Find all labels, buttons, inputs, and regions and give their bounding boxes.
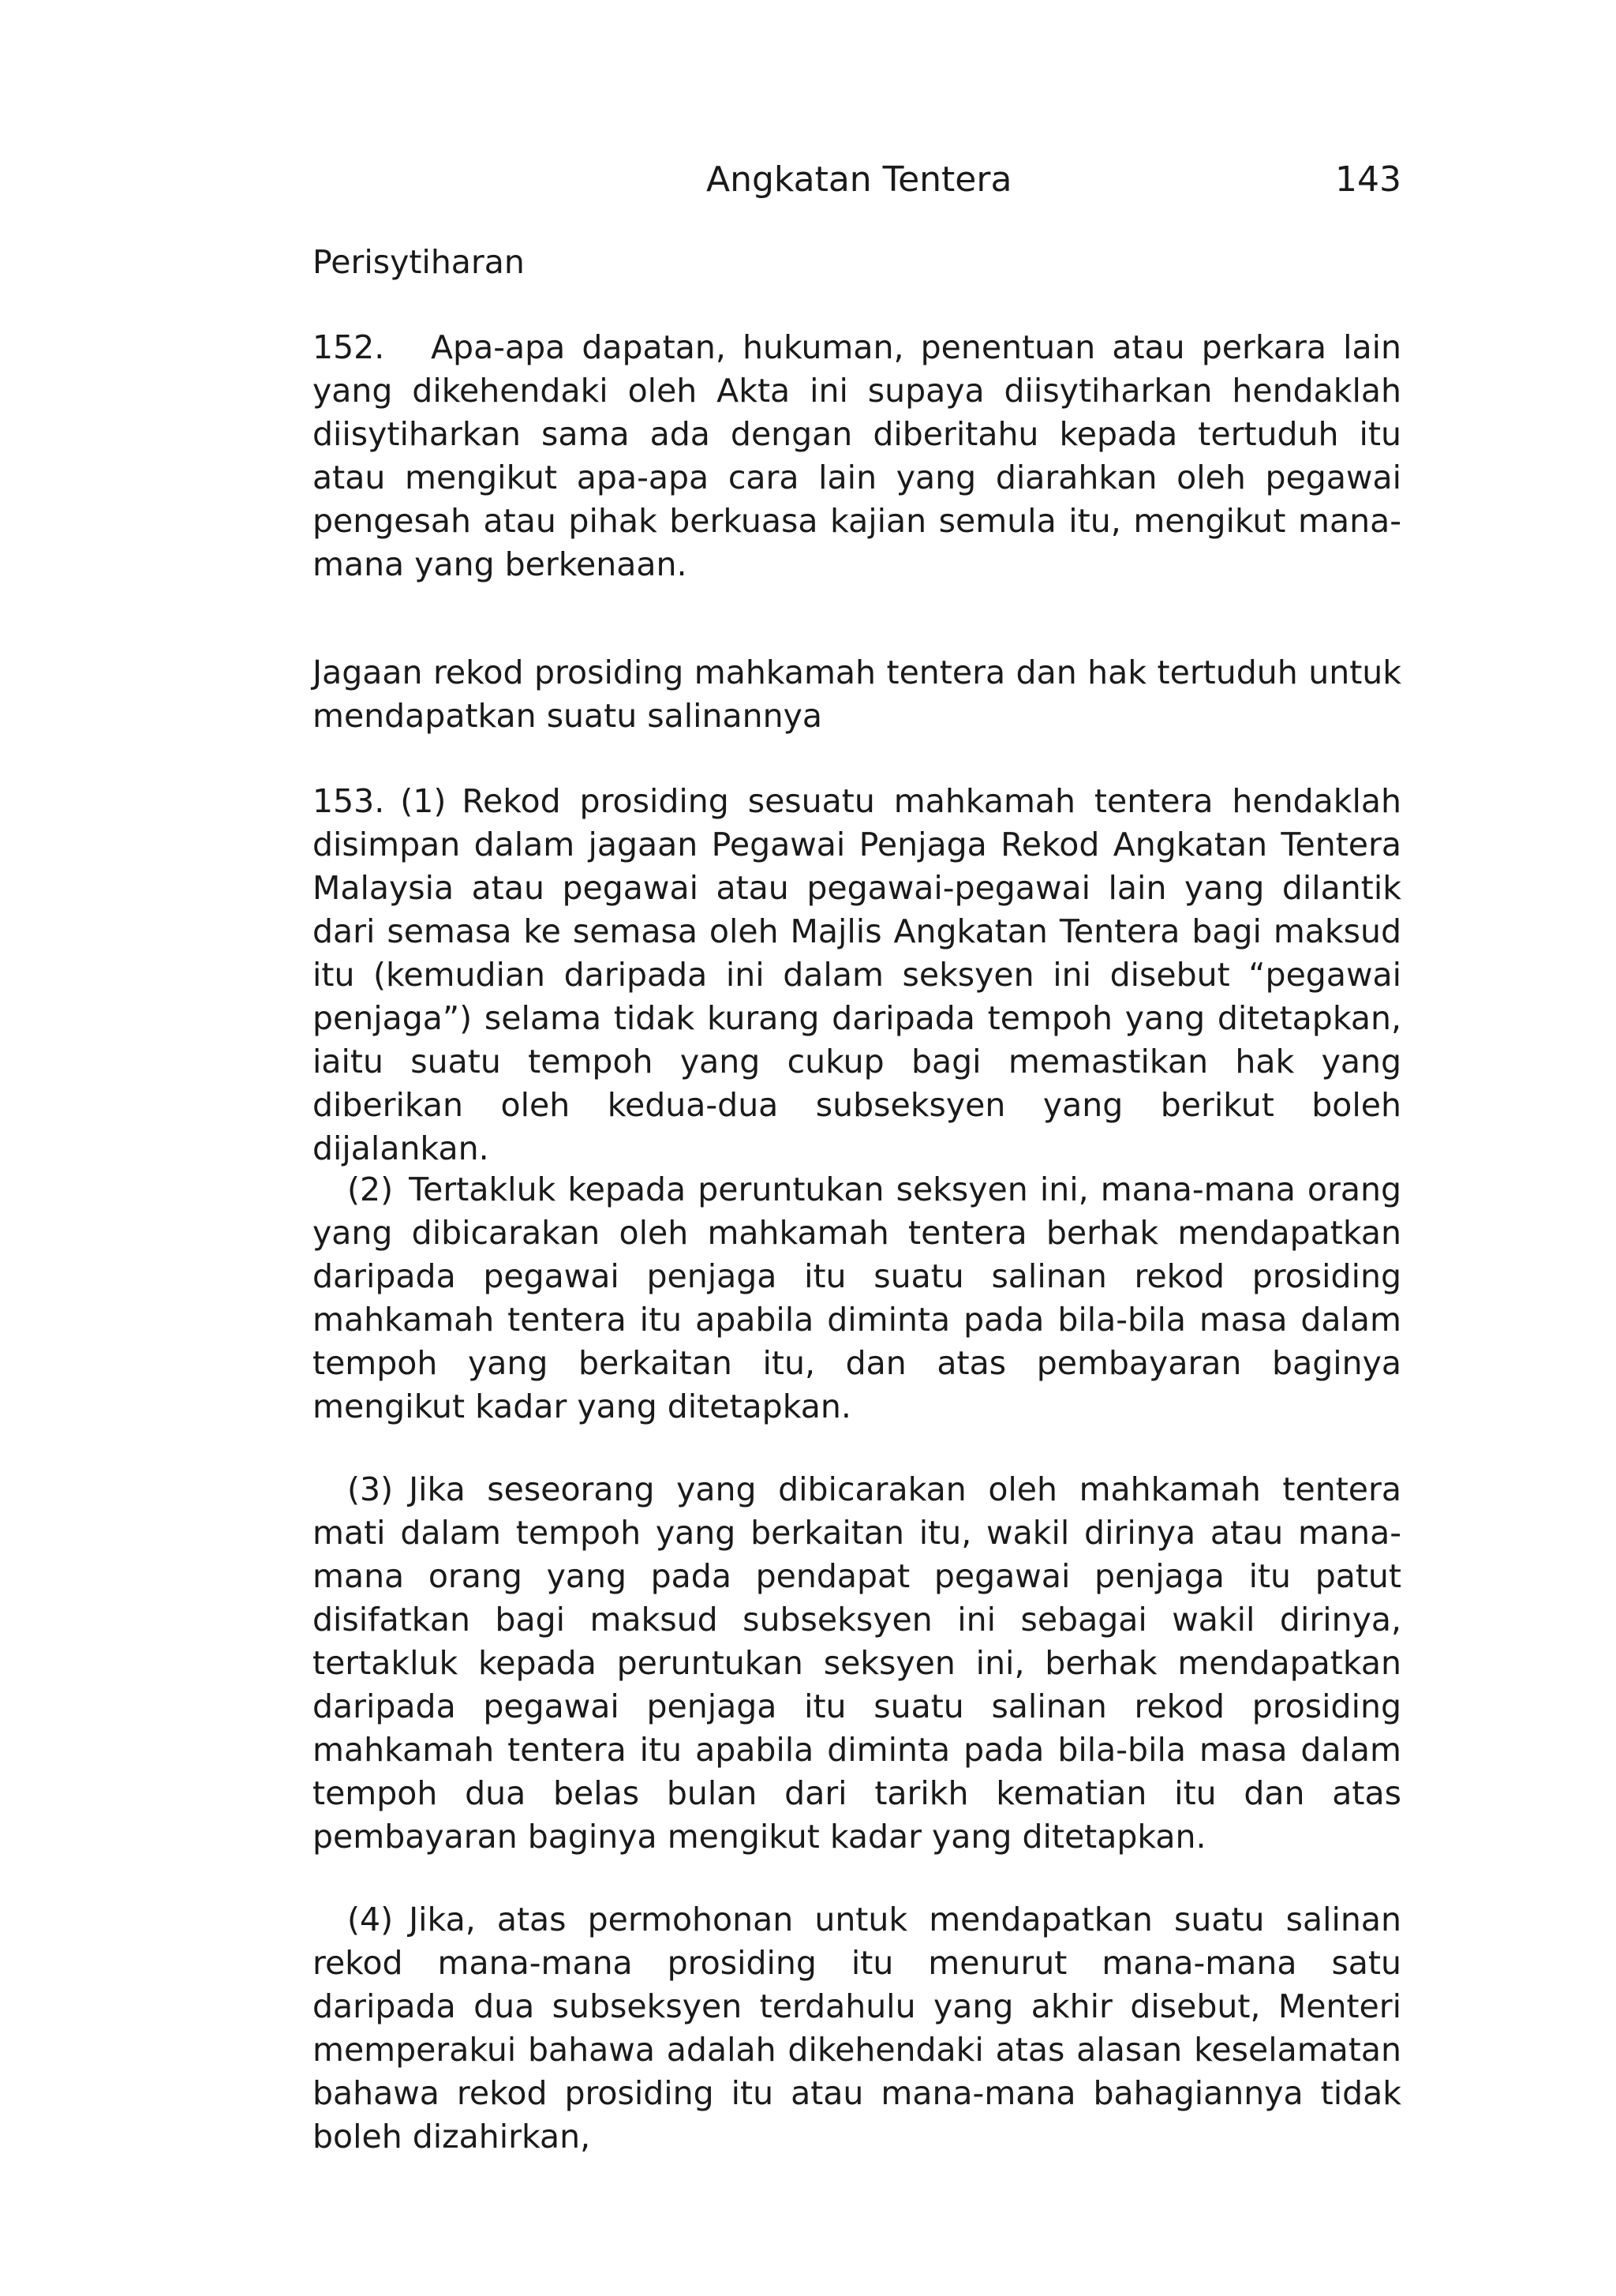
section-153-subsection-3 xyxy=(312,1468,1401,1859)
subsection-4-number: (4) xyxy=(347,1901,394,1938)
section-152-text: Apa-apa dapatan, hukuman, penentuan atau perkara lain yang dikehendaki oleh Akta ini supaya diisytiharkan hendaklah diisytiharkan sama ada dengan diberitahu kepada tertuduh itu atau mengikut apa-apa cara lain yang diarahkan oleh pegawai pengesah atau pihak berkuasa kajian semula itu, mengikut mana-mana yang berkenaan. xyxy=(312,328,1401,583)
running-title: Angkatan Tentera xyxy=(706,159,1012,200)
section-152-heading: Perisytiharan xyxy=(312,243,525,281)
section-153-subsection-2 xyxy=(312,1168,1401,1429)
subsection-2-text: Tertakluk kepada peruntukan seksyen ini, mana-mana orang yang dibicarakan oleh mahkamah tentera berhak mendapatkan daripada pegawai penjaga itu suatu salinan rekod prosiding mahkamah tentera itu apabila diminta pada bila-bila masa dalam tempoh yang berkaitan itu, dan atas pembayaran baginya mengikut kadar yang ditetapkan. xyxy=(312,1170,1401,1425)
section-153-number: 153. xyxy=(312,782,385,820)
subsection-2-number: (2) xyxy=(347,1170,394,1208)
page-number: 143 xyxy=(1335,159,1401,200)
section-153-heading: Jagaan rekod prosiding mahkamah tentera dan hak tertuduh untuk mendapatkan suatu salinannya xyxy=(312,654,1401,735)
section-152-paragraph xyxy=(312,326,1401,586)
subsection-3-text: Jika seseorang yang dibicarakan oleh mahkamah tentera mati dalam tempoh yang berkaitan itu, wakil dirinya atau mana-mana orang yang pada pendapat pegawai penjaga itu patut disifatkan bagi maksud subseksyen ini sebagai wakil dirinya, tertakluk kepada peruntukan seksyen ini, berhak mendapatkan daripada pegawai penjaga itu suatu salinan rekod prosiding mahkamah tentera itu apabila diminta pada bila-bila masa dalam tempoh dua belas bulan dari tarikh kematian itu dan atas pembayaran baginya mengikut kadar yang ditetapkan. xyxy=(312,1470,1401,1856)
section-153-subsection-1 xyxy=(312,780,1401,1170)
subsection-1-text: Rekod prosiding sesuatu mahkamah tentera hendaklah disimpan dalam jagaan Pegawai Penjaga Rekod Angkatan Tentera Malaysia atau pegawai atau pegawai-pegawai lain yang dilantik dari semasa ke semasa oleh Majlis Angkatan Tentera bagi maksud itu (kemudian daripada ini dalam seksyen ini disebut “pegawai penjaga”) selama tidak kurang daripada tempoh yang ditetapkan, iaitu suatu tempoh yang cukup bagi memastikan hak yang diberikan oleh kedua-dua subseksyen yang berikut boleh dijalankan. xyxy=(312,782,1401,1167)
subsection-3-number: (3) xyxy=(347,1470,394,1508)
subsection-1-number: (1) xyxy=(400,782,447,820)
section-153-subsection-4 xyxy=(312,1898,1401,2159)
subsection-4-text: Jika, atas permohonan untuk mendapatkan suatu salinan rekod mana-mana prosiding itu menurut mana-mana satu daripada dua subseksyen terdahulu yang akhir disebut, Menteri memperakui bahawa adalah dikehendaki atas alasan keselamatan bahawa rekod prosiding itu atau mana-mana bahagiannya tidak boleh dizahirkan, xyxy=(312,1901,1401,2156)
section-152-number: 152. xyxy=(312,328,385,366)
